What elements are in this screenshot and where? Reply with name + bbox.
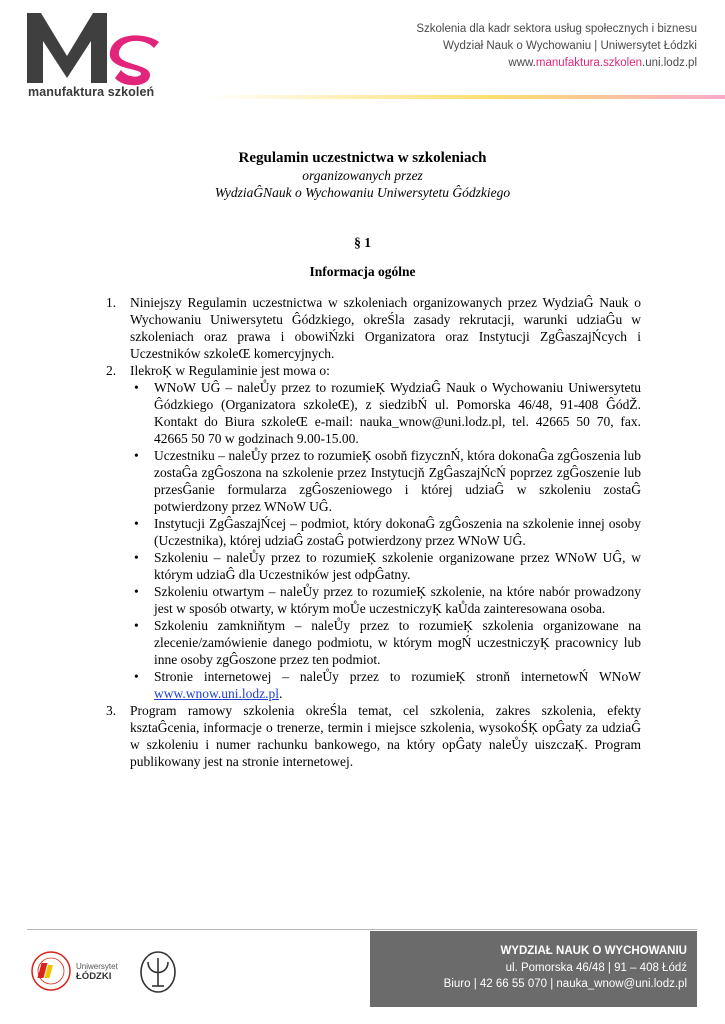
university-seal-icon: [30, 950, 72, 992]
footer-contact: Biuro | 42 66 55 070 | nauka_wnow@uni.lodz.pl: [443, 978, 687, 990]
footer-address: ul. Pomorska 46/48 | 91 – 408 Łódź: [505, 962, 687, 974]
definition-szkolenie: • Szkoleniu – naleŮy przez to rozumieĶ szkolenie organizowane przez WNoW UĜ, w którym udziaĜ dla Uczestników jest odpĜatny.: [134, 550, 641, 582]
document-subtitle: organizowanych przez: [302, 168, 423, 183]
definition-szkolenie-zamkniete: • Szkoleniu zamkniňtym – naleŮy przez to rozumieĶ szkolenia organizowane na zlecenie/zamówienie danego podmiotu, w którym mogŃ uczestniczyĶ pracownicy lub inne osoby zgĜoszone przez ten podmiot.: [134, 618, 641, 667]
university-name: Uniwersytet ŁÓDZKI: [76, 962, 118, 982]
footer-contact-box: [370, 931, 697, 1007]
definition-wnow: • WNoW UĜ – naleŮy przez to rozumieĶ WydziaĜ Nauk o Wychowaniu Uniwersytetu Ĝódzkiego (Organizatora szkoleŒ), z siedzibŃ ul. Pomorska 46/48, 91-408 ĜódŽ. Kontakt do Biura szkoleŒ e-mail: nauka_wnow@uni.lodz.pl, tel. 42665 50 70, fax. 42665 50 70 w godzinach 9.00-15.00.: [134, 380, 641, 446]
section-title: Informacja ogólne: [309, 264, 416, 279]
regulation-body: [106, 294, 641, 770]
definition-szkolenie-otwarte: • Szkoleniu otwartym – naleŮy przez to rozumieĶ szkolenie, na które nabór prowadzony jest w sposób otwarty, w którym moŮe uczestniczyĶ kaŮda zainteresowana osoba.: [134, 584, 641, 616]
header-affiliation: Wydział Nauk o Wychowaniu | Uniwersytet Łódzki: [443, 40, 697, 52]
definition-instytucja: • Instytucji ZgĜaszajŃcej – podmiot, który dokonaĜ zgĜoszenia na szkolenie innej osoby (Uczestnika), której udziaĜ zostaĜ potwierdzony przez WNoW UĜ.: [134, 516, 641, 548]
header-tagline: Szkolenia dla kadr sektora usług społecznych i biznesu: [416, 23, 697, 35]
footer-divider: [27, 929, 697, 930]
logo-text: manufaktura szkoleń: [28, 85, 155, 99]
document-subtitle-organizer: WydziaĜNauk o Wychowaniu Uniwersytetu Ĝódzkiego: [214, 185, 511, 200]
header-divider: [205, 95, 725, 99]
list-item-3: 3. Program ramowy szkolenia okreŚla temat, cel szkolenia, zakres szkolenia, efekty ksztaĜcenia, informacje o trenerze, termin i miejsce szkolenia, wysokoŚĶ opĜaty za udziaĜ w szkoleniu i numer rachunku bankowego, na który opĜaty naleŮy uiszczaĶ. Program publikowany jest na stronie internetowej.: [106, 703, 641, 769]
list-item-1: 1. Niniejszy Regulamin uczestnictwa w szkoleniach organizowanych przez WydziaĜ Nauk o Wychowaniu Uniwersytetu Ĝódzkiego, okreŚla zasady rekrutacji, warunki udziaĜu w szkoleniach oraz prawa i obowiŃzki Organizatora oraz Instytucji ZgĜaszajŃcych i Uczestników szkoleŒ komercyjnych.: [106, 295, 641, 361]
document-title: Regulamin uczestnictwa w szkoleniach: [238, 150, 487, 166]
definitions-list: [130, 379, 641, 702]
footer-faculty: WYDZIAŁ NAUK O WYCHOWANIU: [500, 945, 687, 957]
definition-strona: • Stronie internetowej – naleŮy przez to rozumieĶ stronň internetowŃ WNoW www.wnow.uni.lodz.pl.: [134, 669, 641, 701]
section-number: § 1: [354, 235, 371, 250]
website-link[interactable]: www.wnow.uni.lodz.pl: [154, 686, 279, 701]
definition-uczestnik: • Uczestniku – naleŮy przez to rozumieĶ osobň fizycznŃ, która dokonaĜa zgĜoszenia lub zostaĜa zgĜoszona na szkolenie przez Instytucjň ZgĜaszajŃcŃ poprzez zgĜoszenie lub przesĜanie formularza zgĜoszeniowego i której udziaĜ w szkoleniu zostaĜ potwierdzony przez WNoW UĜ.: [134, 448, 641, 514]
list-item-2: 2. IlekroĶ w Regulaminie jest mowa o: • WNoW UĜ – naleŮy przez to rozumieĶ WydziaĜ Nauk o Wychowaniu Uniwersytetu Ĝódzkiego (Organizatora szkoleŒ), z siedzibŃ ul. Pomorska 46/48, 91-408 ĜódŽ. Kontakt do Biura szkoleŒ e-mail: nauka_wnow@uni.lodz.pl, tel. 42665 50 70, fax. 42665 50 70 w godzinach 9.00-15.00. • Uczestniku – naleŮy przez to rozumieĶ osobň fizycznŃ, która dokonaĜa zgĜoszenia lub zostaĜa zgĜoszona na szkolenie przez Instytucjň ZgĜaszajŃcŃ poprzez zgĜoszenie lub przesĜanie formularza zgĜoszeniowego i której udziaĜ w szkoleniu zostaĜ potwierdzony przez WNoW UĜ. • Instytucji ZgĜaszajŃcej – podmiot, który dokonaĜ zgĜoszenia na szkolenie innej osoby (Uczestnika), której udziaĜ zostaĜ potwierdzony przez WNoW UĜ. • Szkoleniu – naleŮy przez to rozumieĶ szkolenie organizowane przez WNoW UĜ, w którym udziaĜ dla Uczestników jest odpĜatny. • Szkoleniu otwartym – naleŮy przez to rozumieĶ szkolenie, na które nabór prowadzony jest w sposób otwarty, w którym moŮe uczestniczyĶ kaŮda zainteresowana osoba. • Szkoleniu zamkniňtym – naleŮy przez to rozumieĶ szkolenia organizowane na zlecenie/zamówienie danego podmiotu, w którym mogŃ uczestniczyĶ pracownicy lub inne osoby zgĜoszone przez ten podmiot. • Stronie internetowej – naleŮy przez to rozumieĶ stronň internetowŃ WNoW www.wnow.uni.lodz.pl.: [106, 363, 641, 701]
header-url[interactable]: www.manufaktura.szkolen.uni.lodz.pl: [508, 57, 697, 69]
header-info: [416, 21, 697, 72]
faculty-emblem-icon: [138, 950, 178, 994]
